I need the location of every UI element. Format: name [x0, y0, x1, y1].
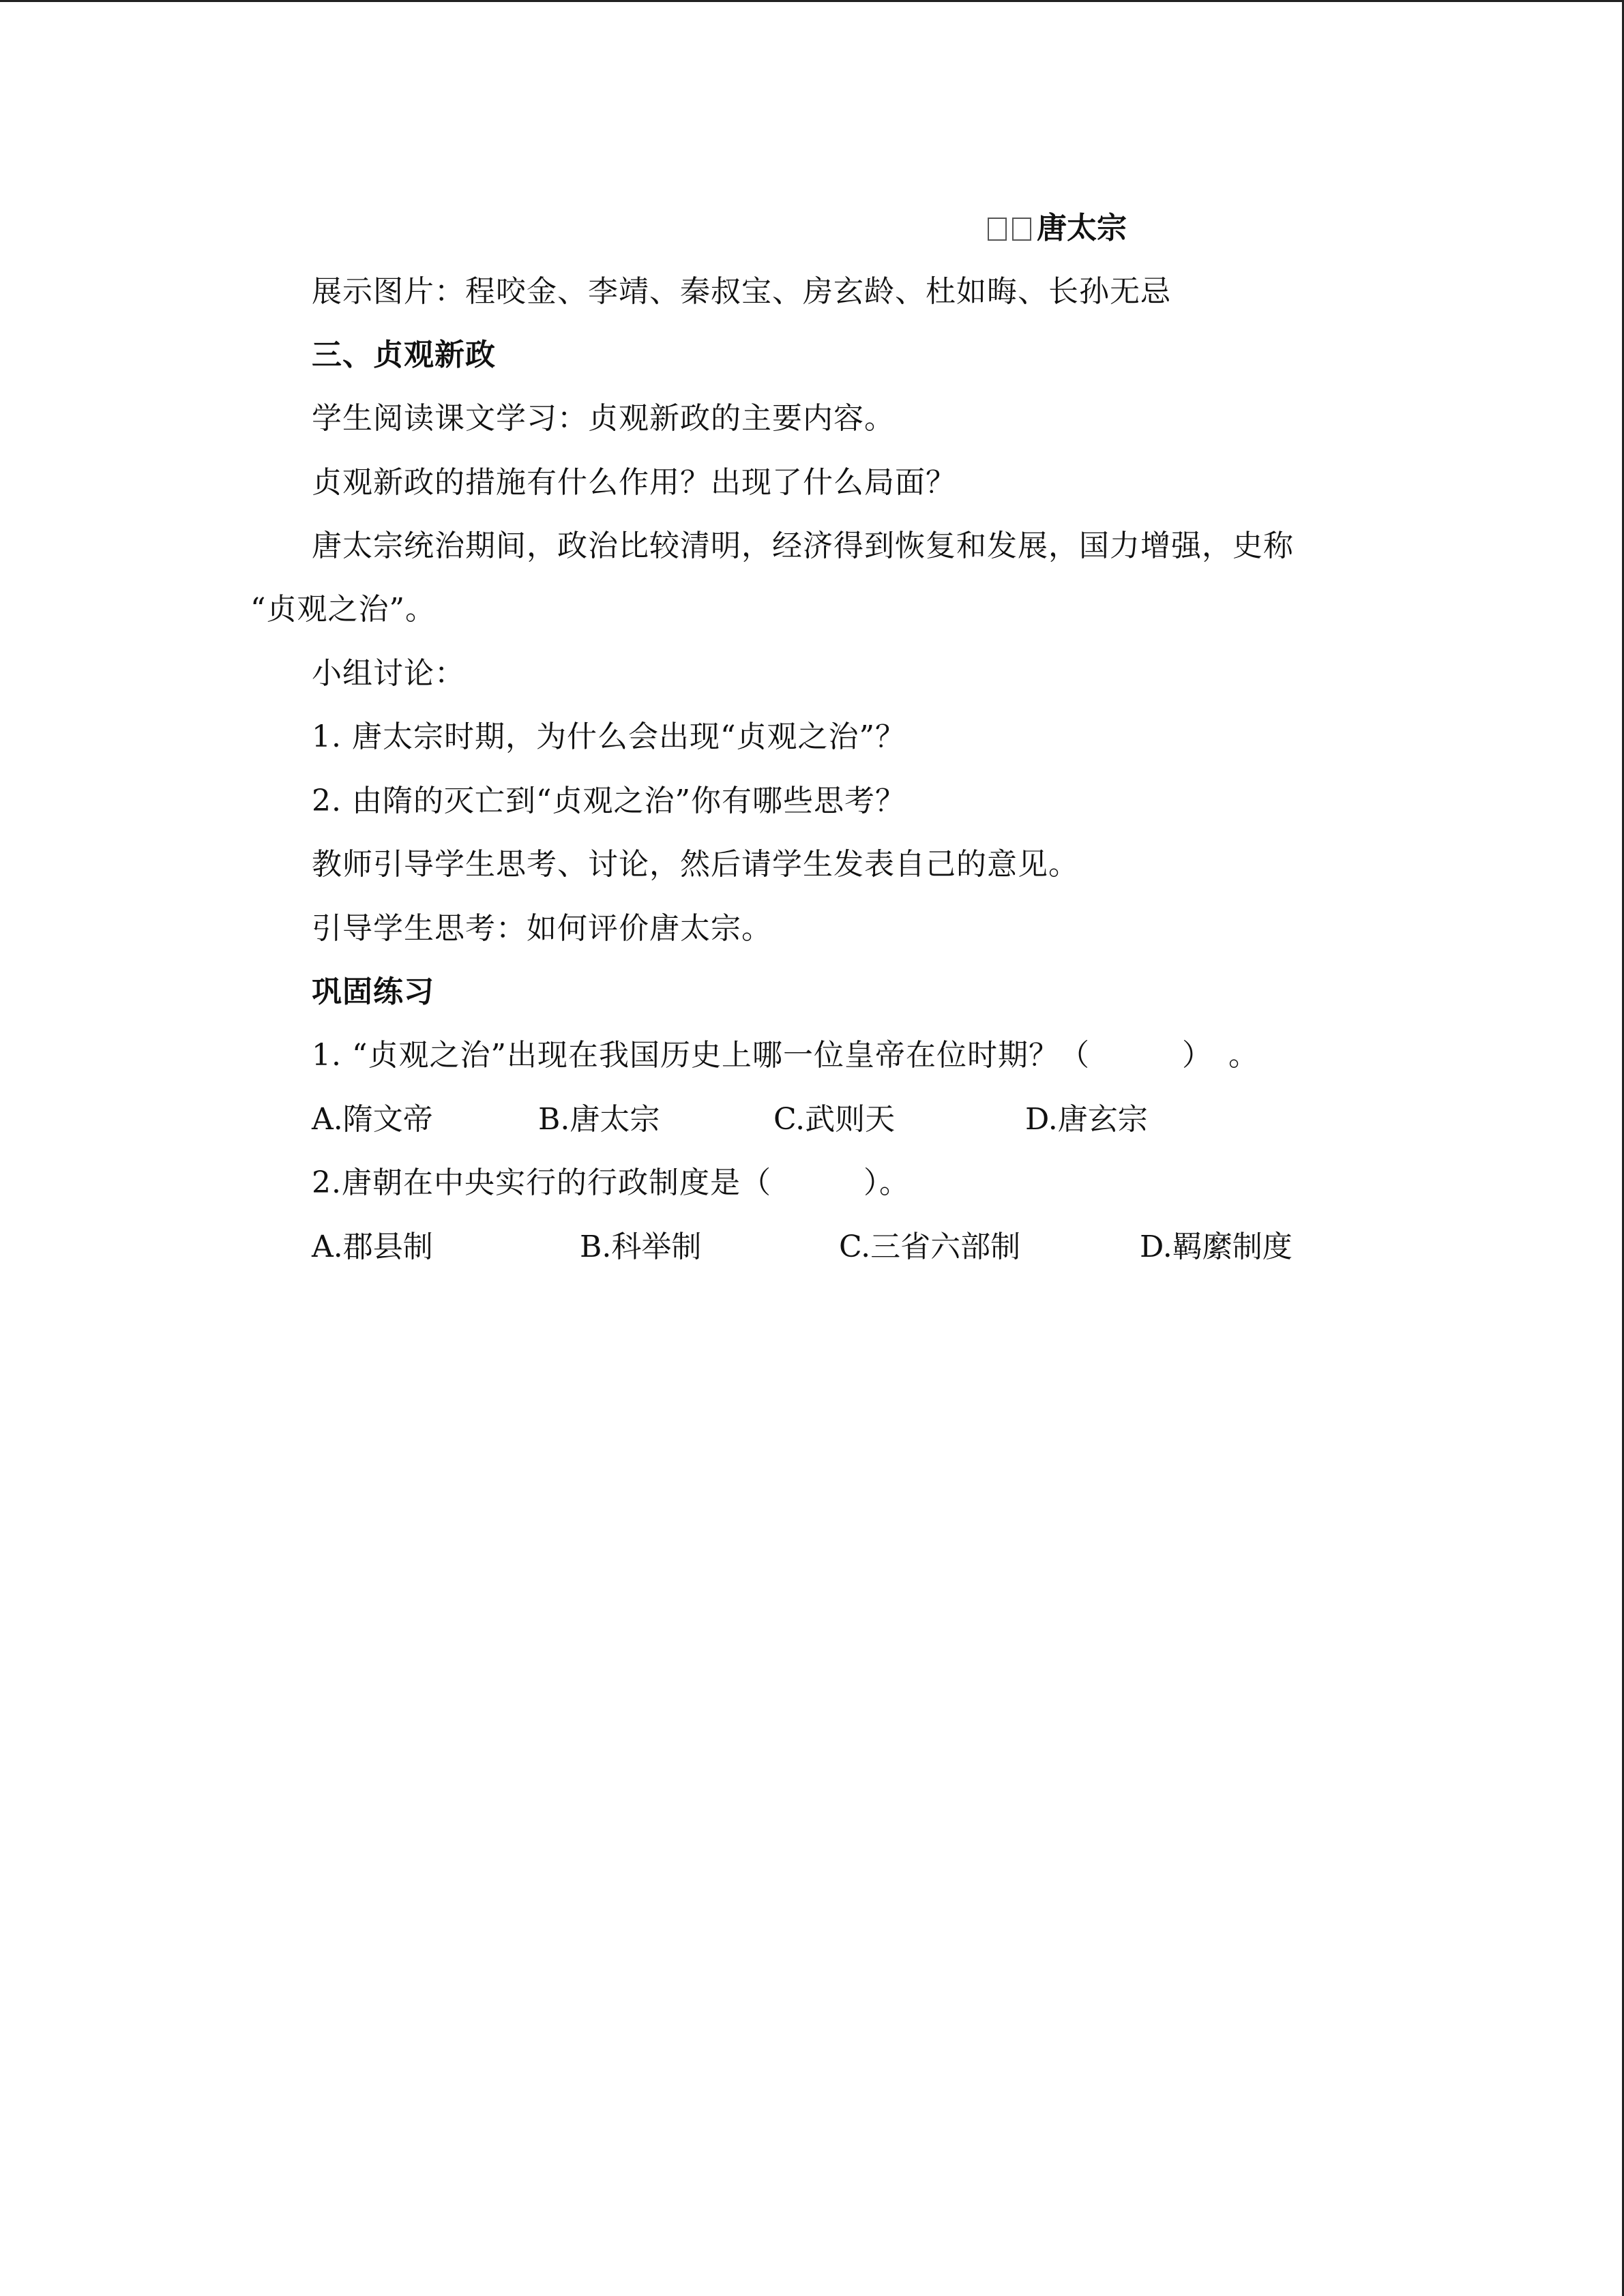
- missing-glyph-box: [988, 218, 1007, 241]
- question-2-option-d: D.羁縻制度: [1140, 1229, 1293, 1264]
- question-1-option-d: D.唐玄宗: [1025, 1102, 1148, 1137]
- page-top-border: [0, 0, 1624, 2]
- question-2-text: 2.唐朝在中央实行的行政制度是（ ）。: [312, 1165, 910, 1200]
- text-line-pictures: 展示图片：程咬金、李靖、秦叔宝、房玄龄、杜如晦、长孙无忌: [312, 274, 1171, 309]
- discussion-item-1: 1. 唐太宗时期，为什么会出现“贞观之治”？: [312, 719, 906, 754]
- discussion-item-2: 2. 由隋的灭亡到“贞观之治”你有哪些思考？: [312, 784, 906, 818]
- question-1-text: 1. “贞观之治”出现在我国历史上哪一位皇帝在位时期？（ ） 。: [312, 1038, 1259, 1073]
- question-2-option-c: C.三省六部制: [839, 1229, 1021, 1264]
- text-line-teacher: 教师引导学生思考、讨论，然后请学生发表自己的意见。: [312, 847, 1079, 882]
- text-line-discussion: 小组讨论：: [312, 656, 465, 691]
- text-line-question: 贞观新政的措施有什么作用？出现了什么局面？: [312, 465, 956, 500]
- question-1-option-b: B.唐太宗: [538, 1102, 660, 1137]
- missing-glyph-box: [1012, 218, 1031, 241]
- caption-text: 唐太宗: [1037, 211, 1127, 245]
- question-1-option-a: A.隋文帝: [312, 1102, 433, 1137]
- section-heading: 三、贞观新政: [312, 338, 496, 372]
- image-caption: [988, 209, 1127, 248]
- question-2-option-a: A.郡县制: [312, 1229, 433, 1264]
- question-1-option-c: C.武则天: [773, 1102, 896, 1137]
- text-line-summary: 唐太宗统治期间，政治比较清明，经济得到恢复和发展，国力增强，史称: [312, 528, 1294, 563]
- text-line-evaluate: 引导学生思考：如何评价唐太宗。: [312, 911, 772, 946]
- exercise-heading: 巩固练习: [312, 974, 434, 1009]
- question-2-option-b: B.科举制: [580, 1229, 702, 1264]
- text-line-summary-cont: “贞观之治”。: [250, 592, 436, 627]
- text-line-reading: 学生阅读课文学习：贞观新政的主要内容。: [312, 401, 895, 436]
